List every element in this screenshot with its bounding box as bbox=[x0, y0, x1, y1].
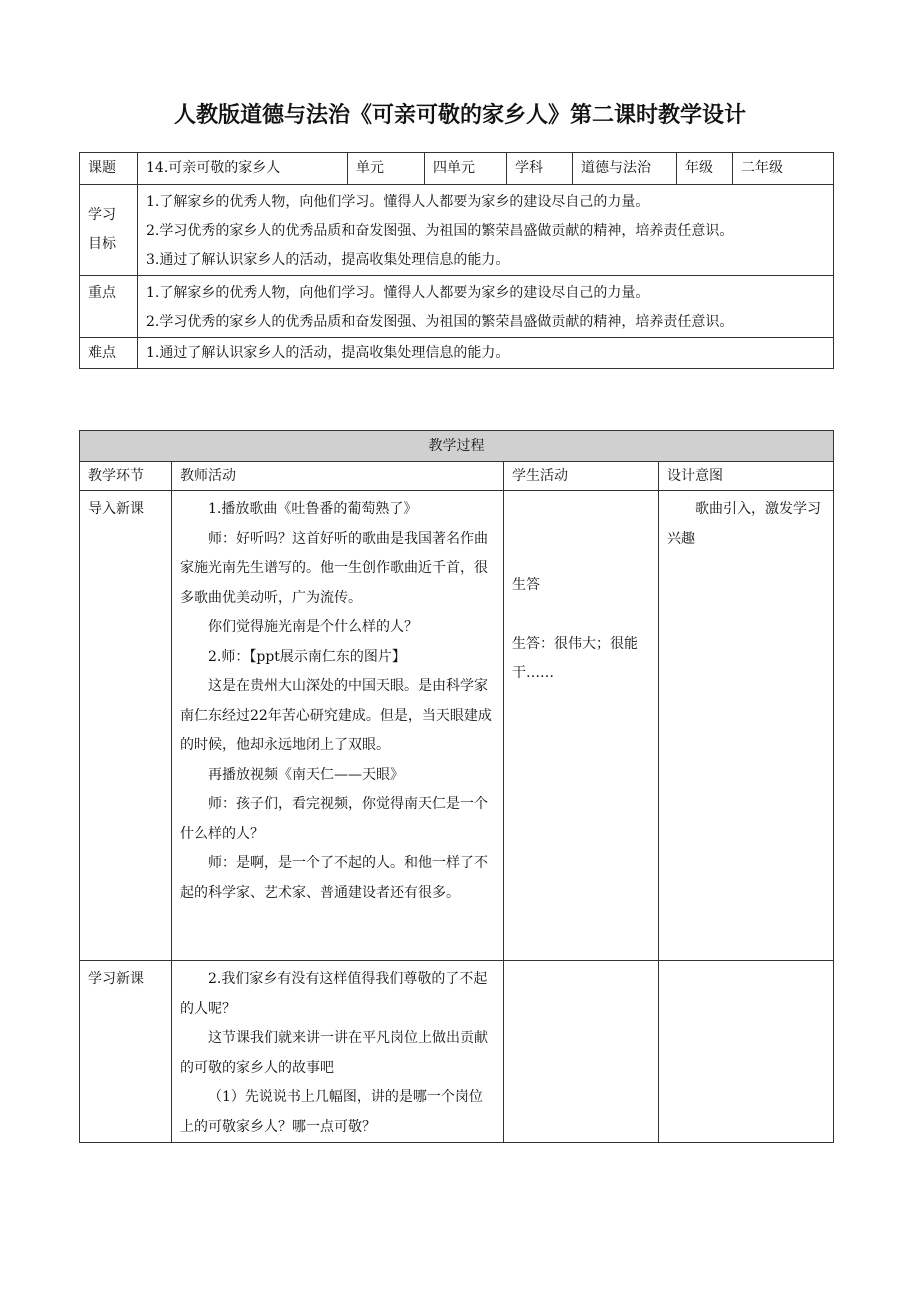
key-label: 重点 bbox=[80, 276, 138, 338]
learn-row bbox=[80, 961, 834, 1143]
difficulty-row bbox=[80, 338, 834, 369]
goal-item: 3.通过了解认识家乡人的活动，提高收集处理信息的能力。 bbox=[146, 252, 510, 268]
difficulty-label: 难点 bbox=[80, 338, 138, 369]
goals-row bbox=[80, 185, 834, 276]
column-header-row bbox=[80, 462, 834, 491]
intro-design-intent: 歌曲引入，激发学习兴趣 bbox=[659, 491, 834, 961]
teacher-paragraph: （1）先说说书上几幅图，讲的是哪一个岗位上的可敬家乡人？哪一点可敬？ bbox=[180, 1089, 483, 1135]
intro-teacher-activity bbox=[172, 491, 504, 961]
student-answer: 生答 bbox=[512, 577, 540, 593]
key-points-row bbox=[80, 276, 834, 338]
intro-row bbox=[80, 491, 834, 961]
goal-item: 2.学习优秀的家乡人的优秀品质和奋发图强、为祖国的繁荣昌盛做贡献的精神，培养责任意识。 bbox=[146, 223, 734, 239]
teaching-process-table bbox=[79, 430, 834, 1143]
process-header-row bbox=[80, 431, 834, 462]
learn-design-intent bbox=[659, 961, 834, 1143]
teacher-paragraph: 师：好听吗？这首好听的歌曲是我国著名作曲家施光南先生谱写的。他一生创作歌曲近千首，很多歌曲优美动听，广为流传。 bbox=[180, 530, 488, 606]
teacher-paragraph: 再播放视频《南天仁——天眼》 bbox=[208, 766, 404, 783]
teacher-paragraph: 2.我们家乡有没有这样值得我们尊敬的了不起的人呢？ bbox=[180, 971, 488, 1017]
goals-label: 学习 目标 bbox=[80, 185, 138, 276]
difficulty-point: 1.通过了解认识家乡人的活动，提高收集处理信息的能力。 bbox=[138, 338, 834, 369]
key-point-item: 2.学习优秀的家乡人的优秀品质和奋发图强、为祖国的繁荣昌盛做贡献的精神，培养责任意识。 bbox=[146, 314, 734, 330]
teacher-paragraph: 1.播放歌曲《吐鲁番的葡萄熟了》 bbox=[208, 501, 418, 517]
teacher-paragraph: 这节课我们就来讲一讲在平凡岗位上做出贡献的可敬的家乡人的故事吧 bbox=[180, 1030, 488, 1076]
subject-label: 学科 bbox=[507, 153, 573, 185]
intro-stage: 导入新课 bbox=[80, 491, 172, 961]
goal-item: 1.了解家乡的优秀人物，向他们学习。懂得人人都要为家乡的建设尽自己的力量。 bbox=[146, 194, 650, 210]
teacher-paragraph: 这是在贵州大山深处的中国天眼。是由科学家南仁东经过22年苦心研究建成。但是，当天眼建成的时候，他却永远地闭上了双眼。 bbox=[180, 678, 492, 753]
teacher-paragraph: 师：是啊，是一个了不起的人。和他一样了不起的科学家、艺术家、普通建设者还有很多。 bbox=[180, 855, 488, 901]
lesson-info-table bbox=[79, 152, 834, 369]
key-points-list bbox=[138, 276, 834, 338]
grade-label: 年级 bbox=[677, 153, 733, 185]
teacher-paragraph: 师：孩子们，看完视频，你觉得南天仁是一个什么样的人？ bbox=[180, 796, 488, 842]
learn-stage: 学习新课 bbox=[80, 961, 172, 1143]
column-header-teacher: 教师活动 bbox=[172, 462, 504, 491]
column-header-stage: 教学环节 bbox=[80, 462, 172, 491]
student-answer: 生答：很伟大；很能干…… bbox=[512, 635, 638, 681]
course-value: 14.可亲可敬的家乡人 bbox=[138, 153, 348, 185]
unit-value: 四单元 bbox=[425, 153, 507, 185]
process-header: 教学过程 bbox=[80, 431, 834, 462]
course-row bbox=[80, 153, 834, 185]
column-header-intent: 设计意图 bbox=[659, 462, 834, 491]
course-label: 课题 bbox=[80, 153, 138, 185]
unit-label: 单元 bbox=[348, 153, 425, 185]
goals-list bbox=[138, 185, 834, 276]
learn-teacher-activity bbox=[172, 961, 504, 1143]
learn-student-activity bbox=[504, 961, 659, 1143]
teacher-paragraph: 你们觉得施光南是个什么样的人？ bbox=[208, 619, 418, 635]
subject-value: 道德与法治 bbox=[573, 153, 677, 185]
key-point-item: 1.了解家乡的优秀人物，向他们学习。懂得人人都要为家乡的建设尽自己的力量。 bbox=[146, 285, 650, 301]
grade-value: 二年级 bbox=[733, 153, 834, 185]
document-title: 人教版道德与法治《可亲可敬的家乡人》第二课时教学设计 bbox=[173, 103, 746, 128]
column-header-student: 学生活动 bbox=[504, 462, 659, 491]
intro-student-activity bbox=[504, 491, 659, 961]
teacher-paragraph: 2.师：【ppt展示南仁东的图片】 bbox=[208, 648, 406, 665]
